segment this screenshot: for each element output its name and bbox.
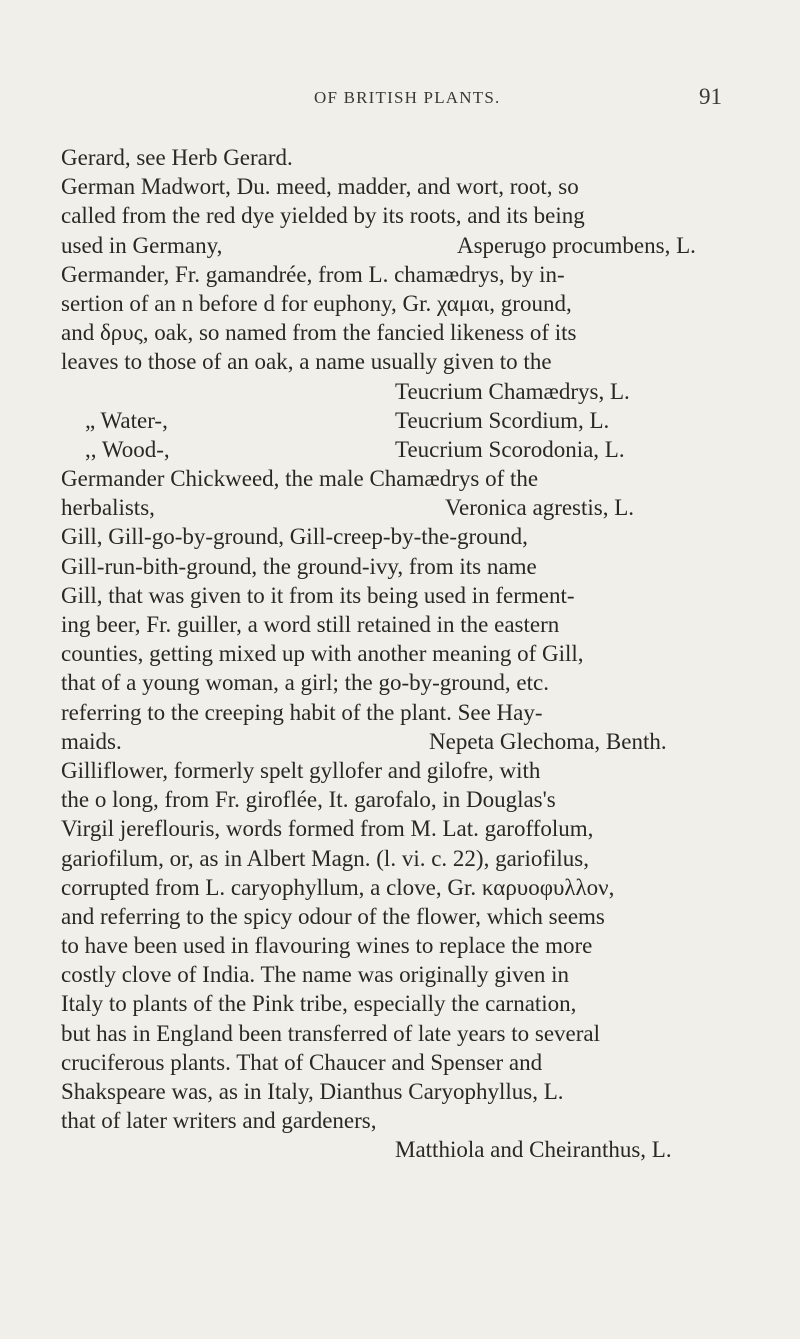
entry-gill-botanical-name: Nepeta Glechoma, Benth.	[429, 728, 667, 754]
entry-gilliflower-line-1: Gilliflower, formerly spelt gyllofer and gilofre, with	[61, 757, 541, 783]
entry-gill-line-2: Gill-run-bith-ground, the ground-ivy, from its name	[61, 553, 537, 579]
entry-german-madwort-line-3-text: used in Germany,	[61, 232, 223, 258]
running-head	[0, 84, 800, 118]
entry-german-madwort-botanical-name: Asperugo procumbens, L.	[457, 232, 696, 258]
entry-german-madwort-line-3	[61, 231, 741, 260]
glossary-text	[61, 143, 741, 1165]
entry-gill-line-6: that of a young woman, a girl; the go-by-ground, etc.	[61, 670, 549, 696]
entry-wood-germander-botanical-name: Teucrium Scorodonia, L.	[395, 436, 625, 462]
entry-germander-line-2: sertion of an n before d for euphony, Gr. χαμαι, ground,	[61, 290, 572, 316]
entry-germander-chickweed-line-1: Germander Chickweed, the male Chamædrys of the	[61, 466, 539, 492]
entry-water-germander-botanical-name: Teucrium Scordium, L.	[395, 407, 610, 433]
entry-germander-line-1: Germander, Fr. gamandrée, from L. chamædrys, by in-	[61, 261, 565, 287]
entry-gill-line-7: referring to the creeping habit of the plant. See Hay-	[61, 699, 543, 725]
entry-gill-line-1: Gill, Gill-go-by-ground, Gill-creep-by-the-ground,	[61, 524, 528, 550]
running-title: OF BRITISH PLANTS.	[314, 88, 501, 107]
entry-gilliflower-line-13: that of later writers and gardeners,	[61, 1108, 377, 1134]
entry-gill-line-3: Gill, that was given to it from its being used in ferment-	[61, 582, 575, 608]
entry-gill-line-8	[61, 727, 741, 756]
entry-gilliflower-line-11: cruciferous plants. That of Chaucer and Spenser and	[61, 1049, 543, 1075]
entry-gill-line-8-text: maids.	[61, 728, 122, 754]
entry-germander-botanical-name: Teucrium Chamædrys, L.	[395, 378, 630, 404]
entry-gilliflower-line-4: gariofilum, or, as in Albert Magn. (l. vi. c. 22), gariofilus,	[61, 845, 589, 871]
entry-germander-line-4: leaves to those of an oak, a name usually given to the	[61, 349, 552, 375]
entry-germander-chickweed-line-2-text: herbalists,	[61, 495, 155, 521]
entry-gilliflower-line-10: but has in England been transferred of late years to several	[61, 1020, 601, 1046]
entry-water-germander-label: „ Water-,	[85, 407, 168, 433]
entry-gill-line-4: ing beer, Fr. guiller, a word still retained in the eastern	[61, 612, 560, 637]
entry-water-germander	[61, 406, 741, 435]
entry-gill-line-5: counties, getting mixed up with another meaning of Gill,	[61, 641, 584, 667]
entry-german-madwort-line-2: called from the red dye yielded by its roots, and its being	[61, 203, 585, 229]
entry-gilliflower-line-7: to have been used in flavouring wines to replace the more	[61, 933, 593, 959]
entry-germander-chickweed-line-2	[61, 493, 741, 522]
entry-gilliflower-botanical-name: Matthiola and Cheiranthus, L.	[395, 1137, 672, 1163]
entry-wood-germander	[61, 435, 741, 464]
entry-gilliflower-line-5: corrupted from L. caryophyllum, a clove, Gr. καρυοφυλλον,	[61, 874, 615, 900]
entry-germander-line-3: and δρυς, oak, so named from the fancied likeness of its	[61, 320, 577, 346]
entry-gerard-line-1: Gerard, see Herb Gerard.	[61, 145, 293, 170]
entry-germander-chickweed-botanical-name: Veronica agrestis, L.	[445, 495, 635, 521]
entry-gilliflower-line-12: Shakspeare was, as in Italy, Dianthus Caryophyllus, L.	[61, 1079, 564, 1104]
page-number: 91	[699, 84, 722, 109]
entry-gilliflower-line-8: costly clove of India. The name was originally given in	[61, 962, 569, 988]
entry-wood-germander-label: ,, Wood-,	[85, 436, 170, 462]
entry-gilliflower-line-2: the o long, from Fr. giroflée, It. garofalo, in Douglas's	[61, 787, 556, 813]
entry-gilliflower-line-9: Italy to plants of the Pink tribe, especially the carnation,	[61, 991, 577, 1017]
entry-gilliflower-line-3: Virgil jereflouris, words formed from M. Lat. garoffolum,	[61, 816, 594, 842]
entry-gilliflower-line-6: and referring to the spicy odour of the flower, which seems	[61, 903, 605, 929]
entry-german-madwort-line-1: German Madwort, Du. meed, madder, and wort, root, so	[61, 174, 579, 200]
